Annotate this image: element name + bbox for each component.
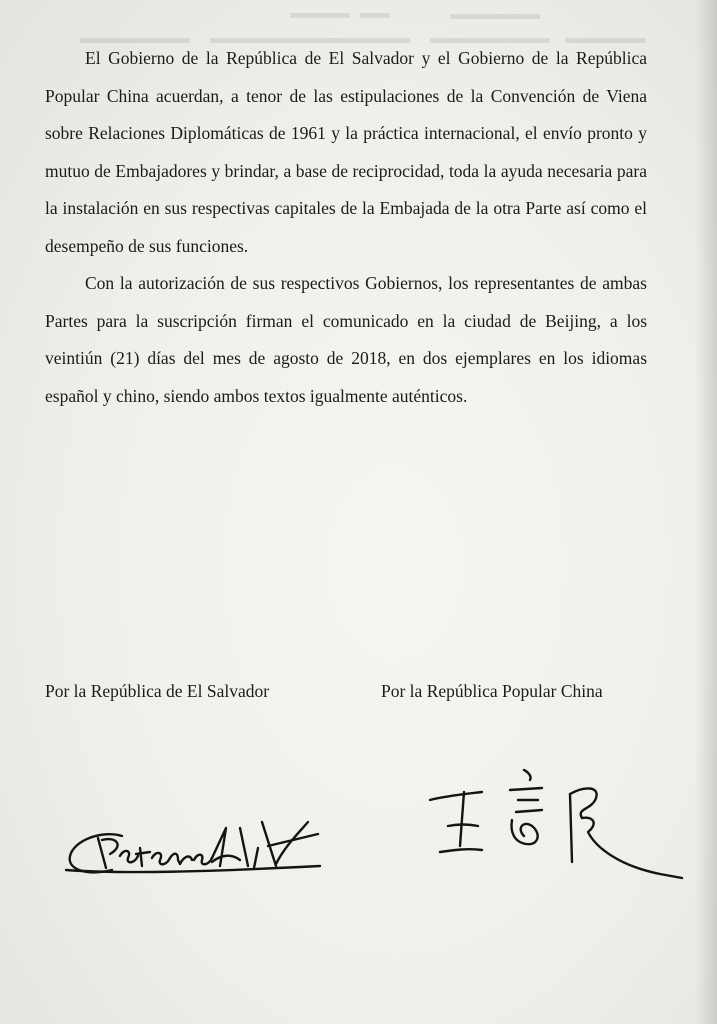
- paragraph-1: El Gobierno de la República de El Salvador y el Gobierno de la República Popular China acuerdan, a tenor de las estipulaciones de la Convención de Viena sobre Relaciones Diplomáticas de 1961 y la práctica internacional, el envío pronto y mutuo de Embajadores y brindar, a base de reciprocidad, toda la ayuda necesaria para la instalación en sus respectivas capitales de la Embajada de la otra Parte así como el desempeño de sus funciones.: [45, 48, 647, 256]
- el-salvador-signature-label: Por la República de El Salvador: [45, 681, 270, 701]
- china-handwritten-signature: [420, 762, 685, 880]
- china-signature-label: Por la República Popular China: [381, 681, 603, 701]
- el-salvador-handwritten-signature: [62, 808, 324, 888]
- communique-body: [45, 40, 647, 415]
- page-edge-shadow: [695, 0, 717, 1024]
- paragraph-2: Con la autorización de sus respectivos Gobiernos, los representantes de ambas Partes para la suscripción firman el comunicado en la ciudad de Beijing, a los veintiún (21) días del mes de agosto de 2018, en dos ejemplares en los idiomas español y chino, siendo ambos textos igualmente auténticos.: [45, 273, 647, 406]
